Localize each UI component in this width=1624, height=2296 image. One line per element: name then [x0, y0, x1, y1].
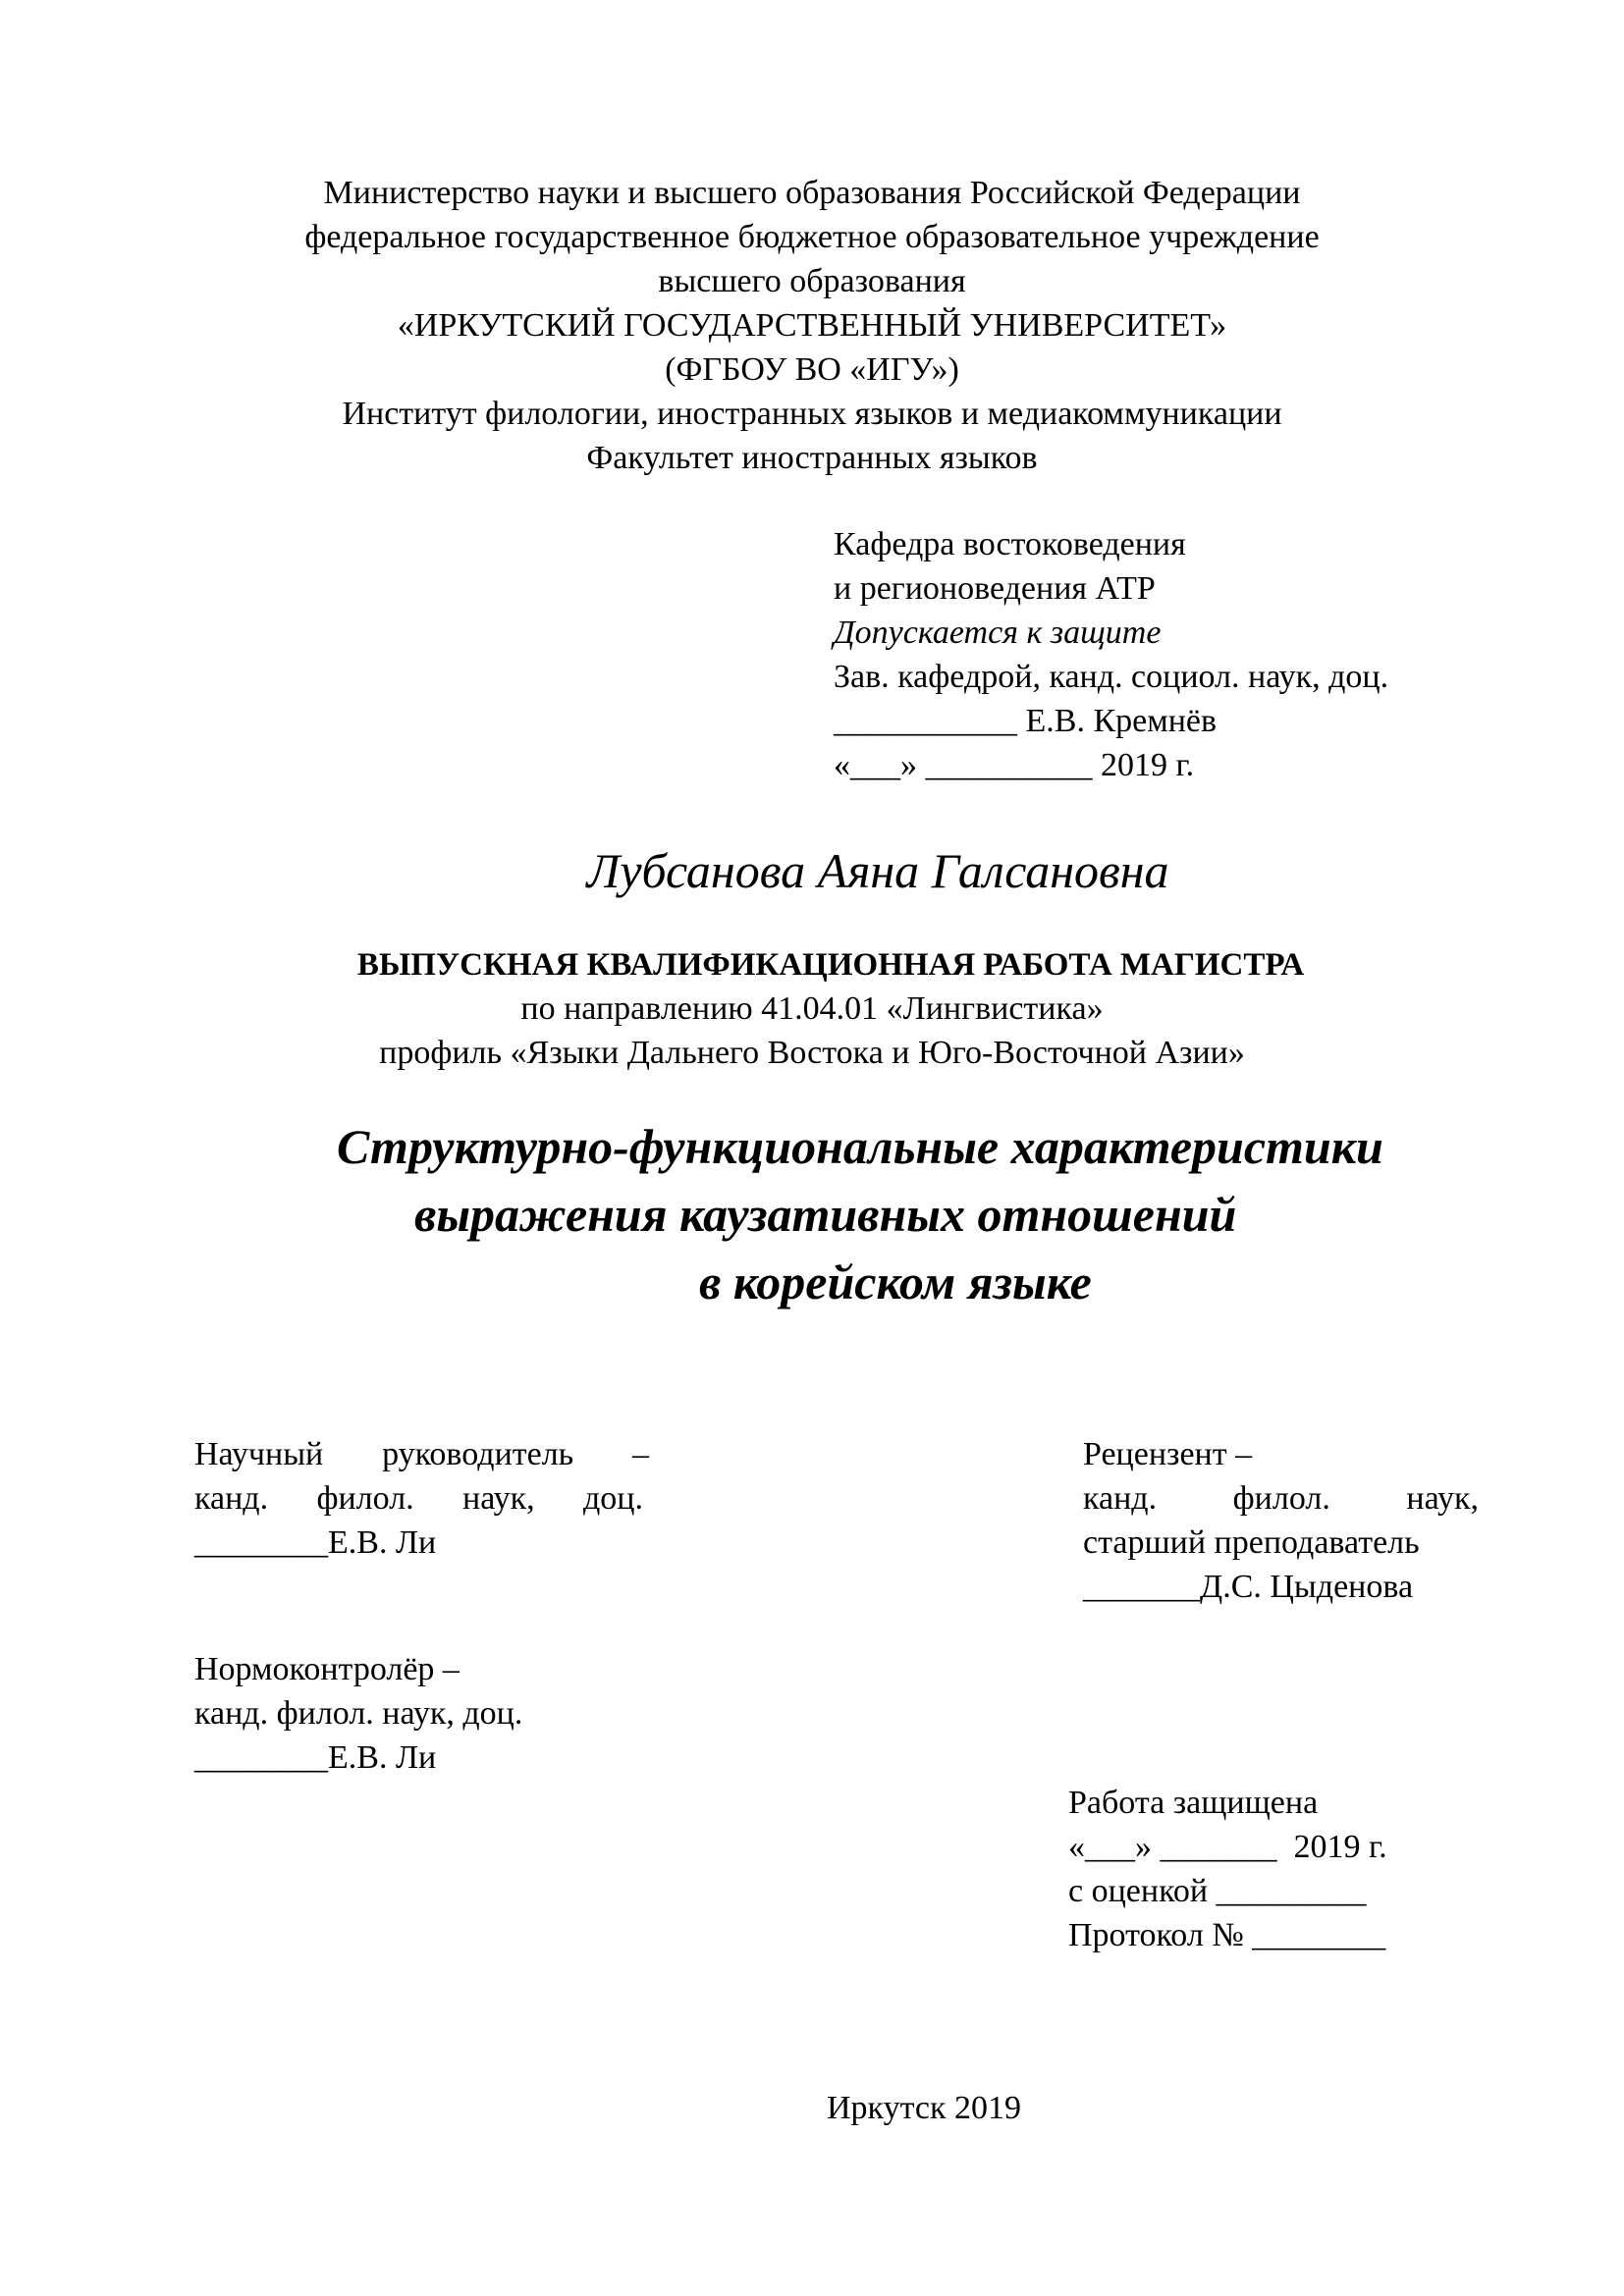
head-of-department-title: Зав. кафедрой, канд. социол. наук, доц.	[834, 659, 1389, 695]
direction-line: по направлению 41.04.01 «Лингвистика»	[520, 990, 1104, 1027]
reviewer-degree-word: филол.	[1232, 1480, 1330, 1517]
profile-line: профиль «Языки Дальнего Востока и Юго-Восточной Азии»	[379, 1035, 1245, 1071]
author-name: Лубсанова Аяна Галсановна	[586, 843, 1169, 898]
reviewer-degree	[1083, 1482, 1479, 1516]
reviewer-position: старший преподаватель	[1083, 1524, 1420, 1561]
normcontrol-block	[194, 1653, 649, 1790]
ministry-line: Министерство науки и высшего образования Российской Федерации	[323, 175, 1301, 211]
normcontrol-role: Нормоконтролёр –	[194, 1651, 460, 1687]
thesis-title-line-1: Структурно-функциональные характеристики	[337, 1119, 1383, 1174]
reviewer-signature: _______Д.С. Цыденова	[1083, 1569, 1414, 1605]
thesis-type: ВЫПУСКНАЯ КВАЛИФИКАЦИОННАЯ РАБОТА МАГИСТРА	[356, 947, 1305, 983]
supervisor-degree-word: филол.	[316, 1480, 414, 1517]
admitted-to-defense: Допускается к защите	[834, 614, 1162, 651]
defense-date: «___» _______ 2019 г.	[1068, 1829, 1387, 1865]
defense-block	[1068, 1787, 1520, 1968]
head-of-department-signature: ___________ Е.В. Кремнёв	[834, 703, 1218, 739]
approval-block	[834, 528, 1521, 793]
supervisor-block	[194, 1438, 649, 1575]
institute-name: Институт филологии, иностранных языков и медиакоммуникации	[342, 396, 1282, 432]
approval-date: «___» __________ 2019 г.	[834, 747, 1195, 783]
supervisor-role-word: –	[632, 1436, 649, 1472]
defense-grade: с оценкой _________	[1068, 1873, 1367, 1909]
thesis-title-line-2: выражения каузативных отношений	[414, 1187, 1237, 1242]
department-line-1: Кафедра востоковедения	[834, 526, 1186, 562]
institution-type-line-2: высшего образования	[658, 263, 966, 299]
thesis-title-line-3: в корейском языке	[699, 1255, 1092, 1309]
supervisor-role-word: Научный	[194, 1436, 324, 1472]
reviewer-role: Рецензент –	[1083, 1436, 1253, 1472]
normcontrol-signature: ________Е.В. Ли	[194, 1739, 437, 1776]
supervisor-degree-word: доц.	[582, 1480, 643, 1517]
defense-protocol: Протокол № ________	[1068, 1917, 1386, 1953]
defense-status: Работа защищена	[1068, 1785, 1319, 1821]
supervisor-degree-word: канд.	[194, 1480, 269, 1517]
supervisor-degree-word: наук,	[462, 1480, 535, 1517]
institution-type-line: федеральное государственное бюджетное образовательное учреждение	[304, 219, 1320, 255]
supervisor-signature: ________Е.В. Ли	[194, 1524, 437, 1561]
faculty-name: Факультет иностранных языков	[586, 440, 1038, 476]
department-line-2: и регионоведения АТР	[834, 570, 1156, 607]
reviewer-degree-word: наук,	[1406, 1480, 1479, 1517]
university-name: «ИРКУТСКИЙ ГОСУДАРСТВЕННЫЙ УНИВЕРСИТЕТ»	[397, 307, 1227, 344]
reviewer-degree-word: канд.	[1083, 1480, 1158, 1517]
city-year: Иркутск 2019	[827, 2090, 1021, 2126]
normcontrol-degree: канд. филол. наук, доц.	[194, 1695, 523, 1732]
reviewer-block	[1083, 1438, 1480, 1620]
supervisor-role	[194, 1438, 649, 1471]
supervisor-role-word: руководитель	[382, 1436, 574, 1472]
supervisor-degree	[194, 1482, 643, 1516]
university-abbreviation: (ФГБОУ ВО «ИГУ»)	[665, 351, 959, 388]
